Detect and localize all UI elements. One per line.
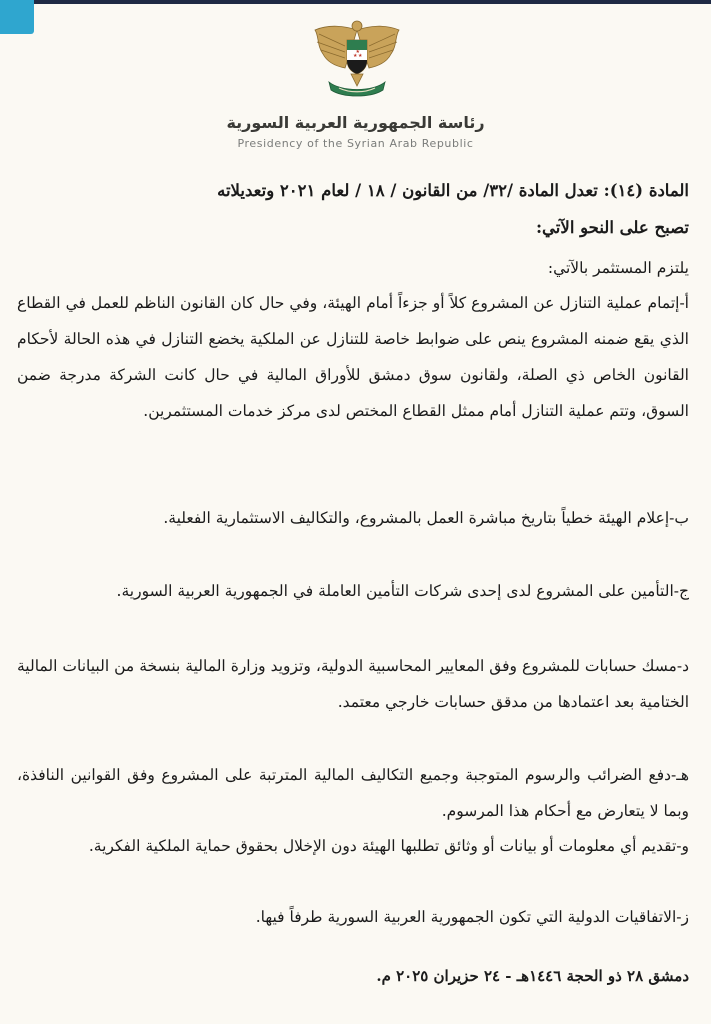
- item-c: ج-التأمين على المشروع لدى إحدى شركات التأمين العاملة في الجمهورية العربية السورية.: [116, 582, 689, 600]
- presidency-arabic-title: رئاسة الجمهورية العربية السورية: [226, 113, 485, 132]
- corner-tab: [0, 0, 34, 34]
- article-heading-line1: المادة (١٤): تعدل المادة /٣٢/ من القانون / ١٨ / لعام ٢٠٢١ وتعديلاته: [217, 181, 689, 200]
- syrian-eagle-emblem-icon: [305, 16, 409, 102]
- item-b: ب-إعلام الهيئة خطياً بتاريخ مباشرة العمل بالمشروع، والتكاليف الاستثمارية الفعلية.: [163, 509, 689, 527]
- item-e: هـ-دفع الضرائب والرسوم المتوجبة وجميع التكاليف المالية المترتبة على المشروع وفق القوانين النافذة، وبما لا يتعارض مع أحكام هذا المرسوم.: [17, 766, 689, 820]
- presidency-english-title: Presidency of the Syrian Arab Republic: [237, 137, 474, 150]
- item-g: ز-الاتفاقيات الدولية التي تكون الجمهورية العربية السورية طرفاً فيها.: [255, 908, 689, 926]
- item-f: و-تقديم أي معلومات أو بيانات أو وثائق تطلبها الهيئة دون الإخلال بحقوق حماية الملكية الفكرية.: [88, 837, 689, 855]
- item-a: أ-إتمام عملية التنازل عن المشروع كلاً أو جزءاً أمام الهيئة، وفي حال كان القانون الناظم للعمل في القطاع الذي يقع ضمنه المشروع ينص على ضوابط خاصة للتنازل عن الملكية يخضع التنازل في هذه الحالة لأحكام القانون الخاص ذي الصلة، ولقانون سوق دمشق للأوراق المالية في حال كانت الشركة مدرجة ضمن السوق، وتتم عملية التنازل أمام ممثل القطاع المختص لدى مركز خدمات المستثمرين.: [17, 294, 689, 420]
- svg-text:★: ★: [355, 49, 360, 55]
- item-d: د-مسك حسابات للمشروع وفق المعايير المحاسبية الدولية، وتزويد وزارة المالية بنسخة من البيانات المالية الختامية بعد اعتمادها من مدقق حسابات خارجي معتمد.: [17, 657, 689, 711]
- top-border: [0, 0, 711, 4]
- svg-text:★: ★: [353, 53, 358, 59]
- footer-date: دمشق ٢٨ ذو الحجة ١٤٤٦هـ - ٢٤ حزيران ٢٠٢٥ م.: [376, 967, 689, 985]
- svg-text:★: ★: [358, 53, 363, 59]
- intro-line: يلتزم المستثمر بالآتي:: [547, 259, 689, 277]
- article-heading-line2: تصبح على النحو الآتي:: [535, 218, 689, 237]
